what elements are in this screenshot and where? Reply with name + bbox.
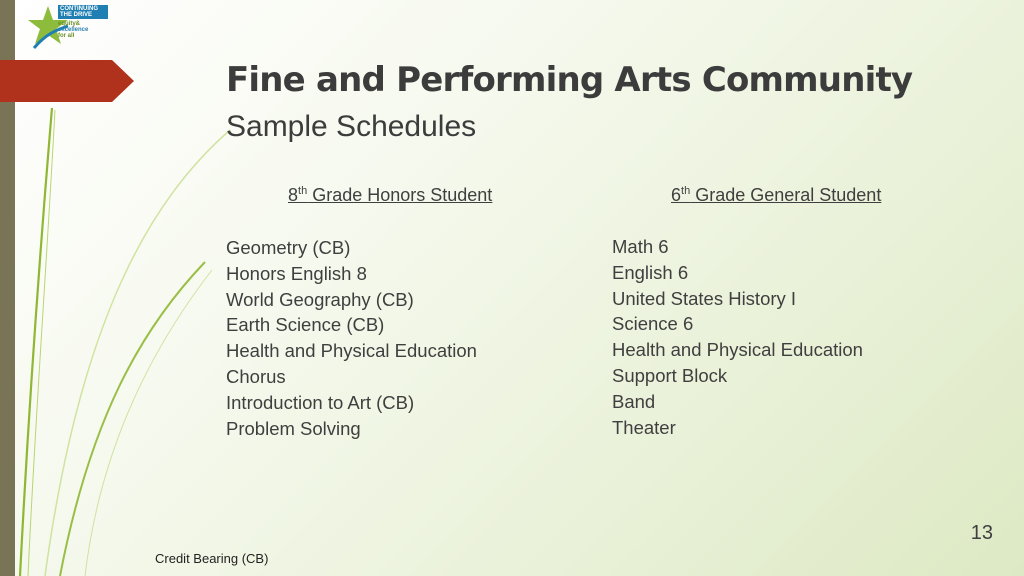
list-item: Honors English 8 (226, 262, 367, 284)
slide-title: Fine and Performing Arts Community (226, 60, 913, 100)
right-heading-number: 6 (671, 185, 682, 205)
list-item: Introduction to Art (CB) (226, 391, 415, 413)
page-number: 13 (970, 522, 993, 544)
footnote: Credit Bearing (CB) (155, 551, 269, 566)
right-heading-superscript: th (681, 185, 691, 197)
list-item: Math 6 (612, 236, 669, 257)
list-item: English 6 (612, 261, 689, 283)
right-heading-text: Grade General Student (690, 185, 882, 205)
list-item: Earth Science (CB) (226, 314, 385, 336)
list-item: Health and Physical Education (612, 339, 863, 361)
left-course-list (226, 235, 477, 441)
right-column-heading (671, 185, 881, 206)
left-heading-text: Grade Honors Student (307, 185, 493, 205)
left-heading-number: 8 (288, 185, 299, 205)
left-heading-superscript: th (298, 185, 308, 197)
logo-text (58, 5, 108, 39)
list-item: United States History I (612, 287, 797, 309)
list-item: Band (612, 390, 656, 412)
logo-line-1: CONTINUING THE DRIVE (58, 5, 108, 19)
list-item: Problem Solving (226, 417, 361, 439)
list-item: Theater (612, 416, 676, 438)
logo-line-2: equity& (58, 21, 81, 27)
title-arrow-tab (0, 60, 134, 102)
list-item: Health and Physical Education (226, 340, 477, 362)
list-item: Support Block (612, 364, 728, 386)
left-column-heading (288, 185, 492, 206)
logo-line-3: excellence (58, 27, 89, 33)
slide-subtitle: Sample Schedules (226, 110, 477, 143)
right-course-list (612, 234, 863, 440)
list-item: Science 6 (612, 313, 694, 335)
logo-line-4: for all (58, 33, 75, 39)
list-item: World Geography (CB) (226, 288, 414, 310)
list-item: Geometry (CB) (226, 237, 351, 258)
list-item: Chorus (226, 365, 286, 387)
